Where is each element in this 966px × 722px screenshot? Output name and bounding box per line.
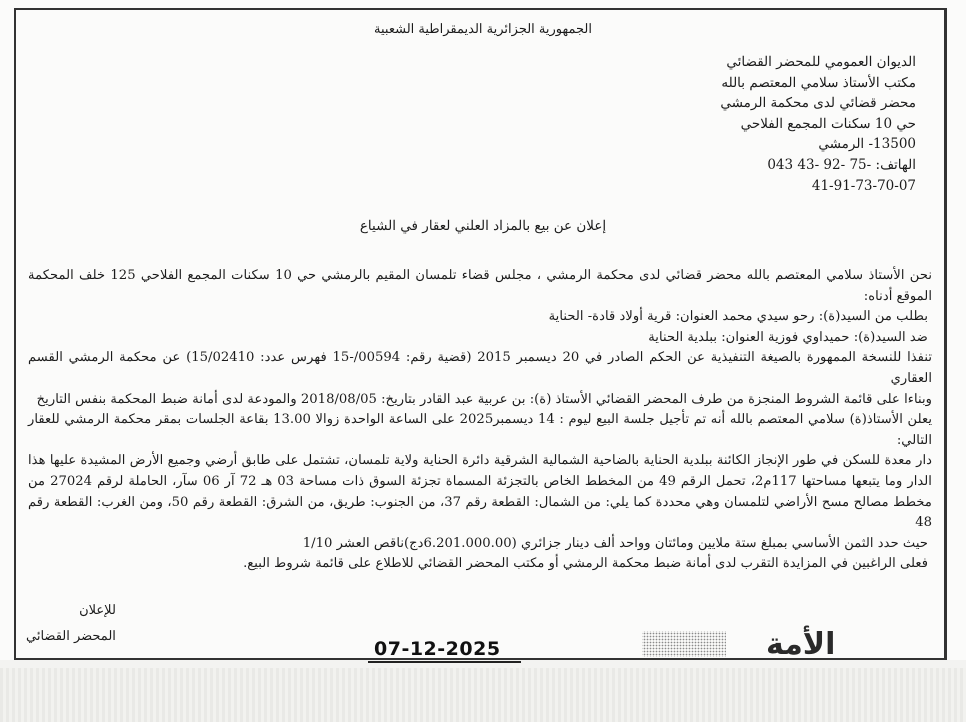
phone-number-1: 043 43- 92- 75- [767,156,872,173]
body-paragraph: وبناءا على قائمة الشروط المنجزة من طرف المحضر القضائي الأستاذ (ة): بن عربية عبد القادر بتاريخ: 2018/08/05 والمودعة لدى أمانة ضبط المحكمة بنفس التاريخ [36,391,932,407]
office-line: حي 10 سكنات المجمع الفلاحي [740,115,916,132]
signature-line: المحضر القضائي [26,629,116,644]
phone-label: الهاتف: [875,156,916,173]
bailiff-office-block [720,52,916,196]
body-paragraph: حيث حدد الثمن الأساسي بمبلغ ستة ملايين ومائتان وواحد ألف دينار جزائري (6.201.000.00دج)ناقص العشر 1/10 [302,535,928,551]
newspaper-logo [640,623,836,662]
publication-date: 07-12-2025 [368,638,521,663]
body-paragraph: نحن الأستاذ سلامي المعتصم بالله محضر قضائي لدى محكمة الرمشي ، مجلس قضاء تلمسان المقيم بالرمشي حي 10 سكنات المجمع الفلاحي 125 خلف المحكمة الموقع أدناه: [28,268,932,304]
body-paragraph: تنفذا للنسخة الممهورة بالصيغة التنفيذية عن الحكم الصادر في 20 ديسمبر 2015 (قضية رقم: 00594/-15 فهرس عدد: 15/02410) عن محكمة الرمشي القسم العقاري [28,350,932,386]
body-paragraph: فعلى الراغبين في المزايدة التقرب لدى أمانة ضبط محكمة الرمشي أو مكتب المحضر القضائي للاطلاع على قائمة شروط البيع. [243,556,928,572]
scan-edge [0,668,966,722]
republic-heading: الجمهورية الجزائرية الديمقراطية الشعبية [374,22,592,37]
office-line: محضر قضائي لدى محكمة الرمشي [720,95,916,112]
phone-row [720,155,916,176]
office-line: مكتب الأستاذ سلامي المعتصم بالله [721,74,916,91]
logo-text: الأمة [766,627,836,662]
notice-title: إعلان عن بيع بالمزاد العلني لعقار في الشياع [359,218,607,234]
phone-number-2: 41-91-73-70-07 [811,177,916,194]
signature-block [26,598,116,650]
body-paragraph: بطلب من السيد(ة): رحو سيدي محمد العنوان: قرية أولاد قادة- الحناية [548,309,928,325]
office-line: الديوان العمومي للمحضر القضائي [726,54,916,70]
body-paragraph: ضد السيد(ة): حميداوي فوزية العنوان: ببلدية الحناية [648,329,928,345]
body-paragraph: يعلن الأستاذ(ة) سلامي المعتصم بالله أنه تم تأجيل جلسة البيع ليوم : 14 ديسمبر2025 على الساعة الواحدة زوالا 13.00 بقاعة الجلسات بمقر محكمة الرمشي للعقار التالي: [28,412,932,448]
notice-body [28,266,932,575]
office-line: 13500- الرمشي [818,136,916,153]
body-paragraph: دار معدة للسكن في طور الإنجاز الكائنة ببلدية الحناية بالضاحية الشمالية الشرقية دائرة الحناية ولاية تلمسان، تشتمل على طابق أرضي وجميع الأرض المشيدة عليها هذا الدار وما يتبعها مساحتها 117م2، تحمل الرقم 49 من المخطط الخاص بالتجزئة المسماة تجزئة السوق ذات مساحة 03 هـ 72 آر 06 سآر، الحاملة لرقم 27024 من مخطط مصالح مسح الأراضي لتلمسان وهي محددة كما يلي: من الشمال: القطعة رقم 37، من الجنوب: طريق، من الشرق: القطعة رقم 50، ومن الغرب: القطعة رقم 48 [28,453,932,531]
signature-line: للإعلان [79,603,116,618]
